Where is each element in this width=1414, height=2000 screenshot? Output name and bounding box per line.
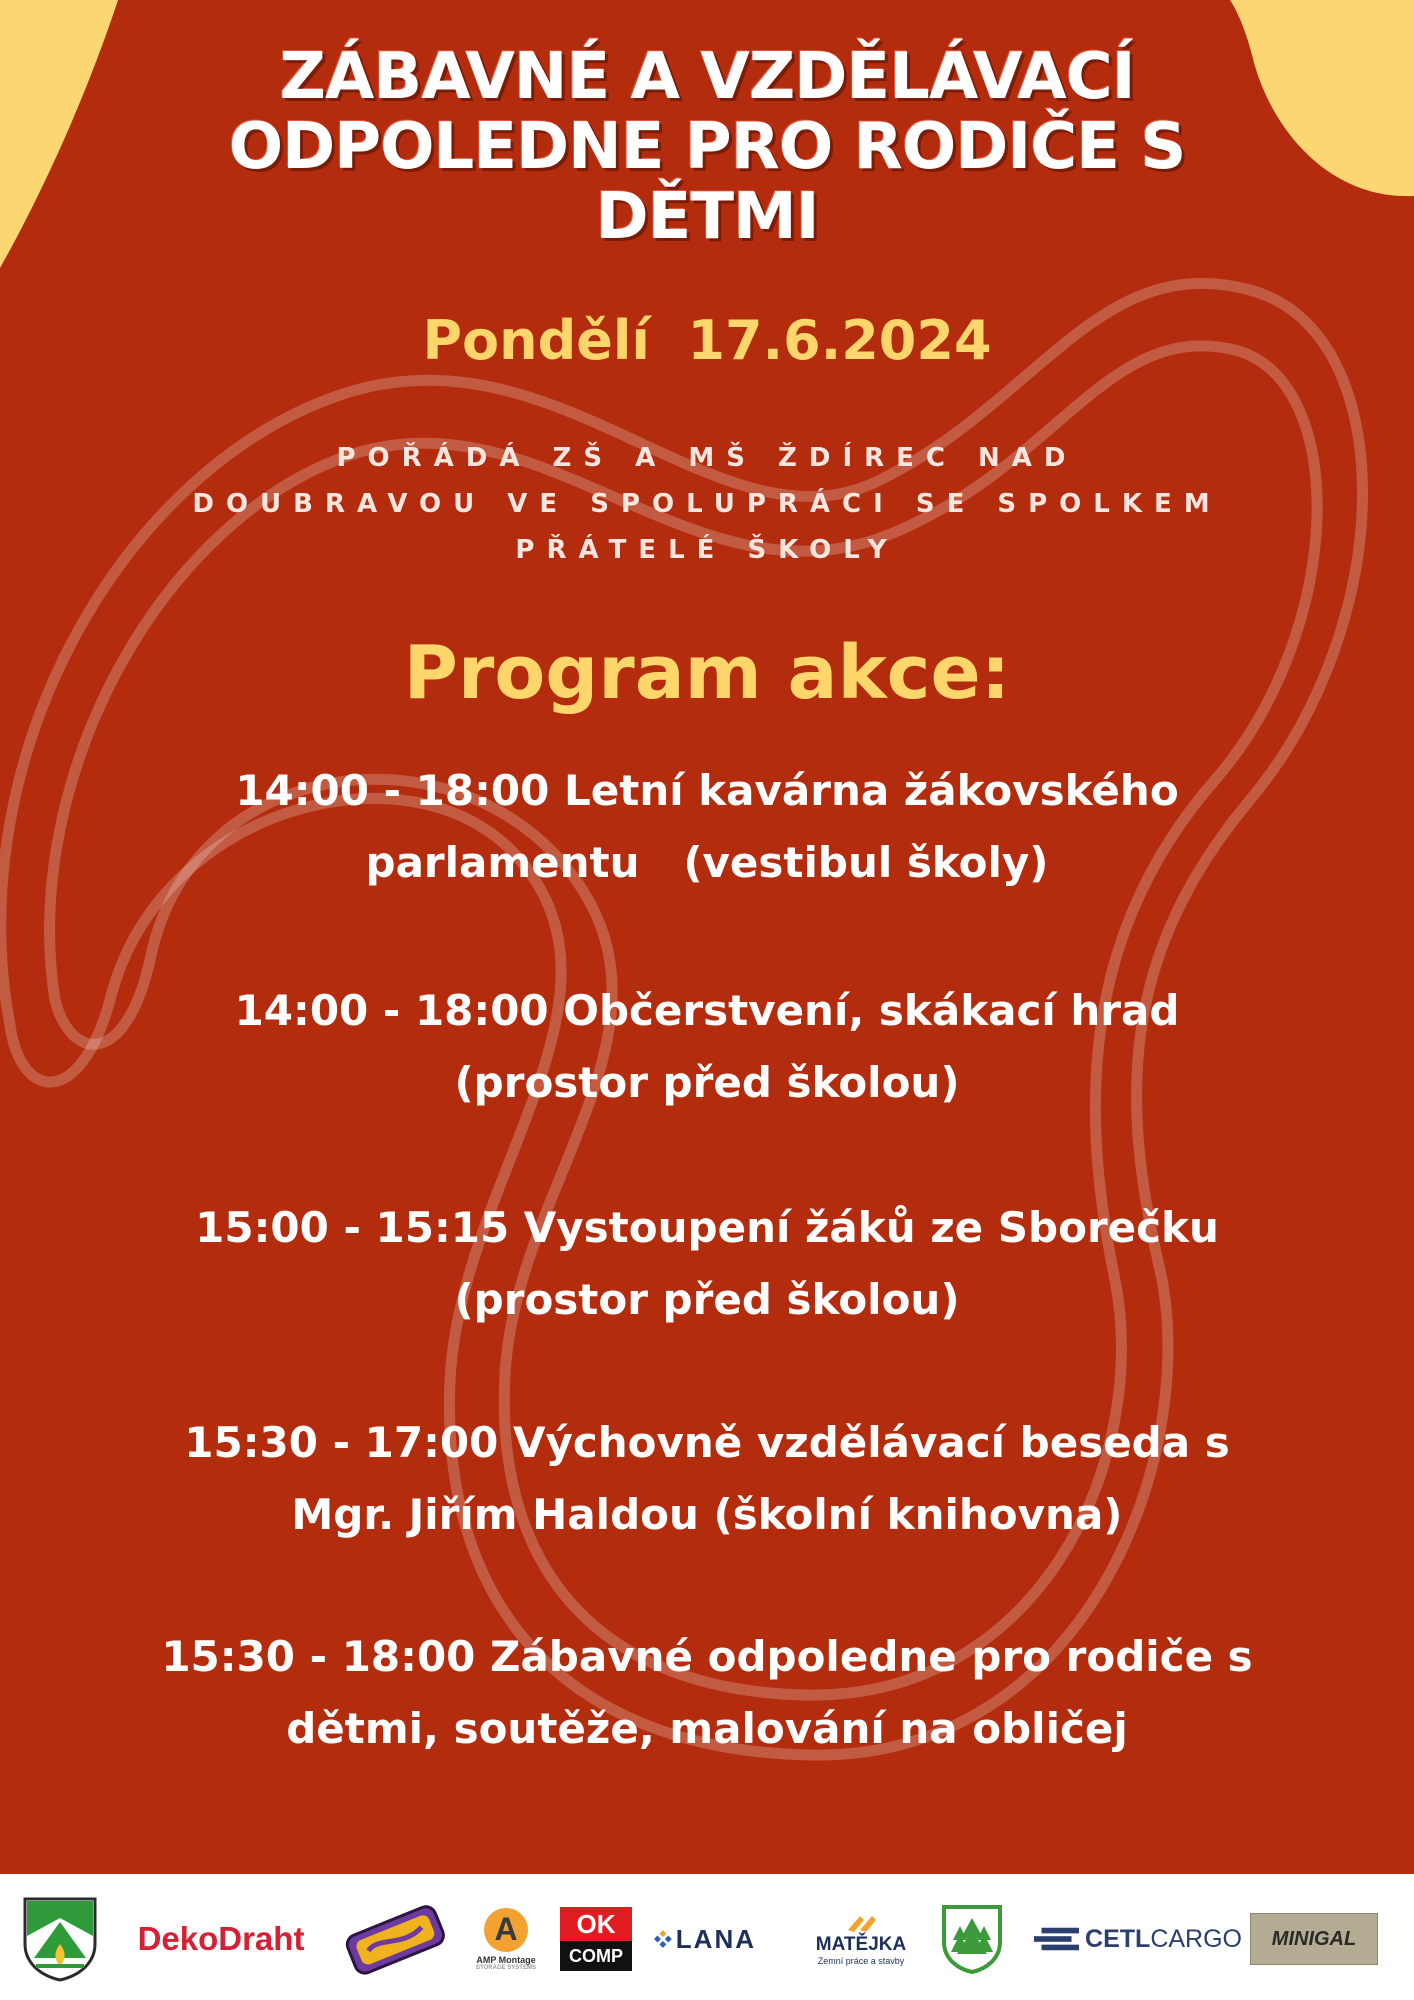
- program-item-line: Mgr. Jiřím Haldou (školní knihovna): [291, 1490, 1123, 1539]
- matejka-wordmark: MATĚJKA: [815, 1934, 907, 1955]
- cetlcargo-logo: [1034, 1896, 1242, 1982]
- amp-montage-logo: [470, 1896, 542, 1982]
- okcomp-bottom: COMP: [569, 1945, 623, 1966]
- purple-badge-logo: [340, 1896, 450, 1982]
- program-item: [0, 1407, 1414, 1551]
- okcomp-logo: [560, 1896, 632, 1982]
- program-item: [0, 975, 1414, 1119]
- title-line: ODPOLEDNE PRO RODIČE S: [228, 110, 1186, 184]
- event-title: [0, 42, 1414, 252]
- municipal-crest-logo: [22, 1896, 98, 1982]
- program-heading: Program akce:: [403, 630, 1011, 716]
- amp-letter: A: [494, 1911, 518, 1947]
- event-date: Pondělí 17.6.2024: [422, 309, 992, 372]
- program-item-line: dětmi, soutěže, malování na obličej: [286, 1704, 1128, 1753]
- cetlcargo-light: CARGO: [1150, 1924, 1242, 1953]
- dekodraht-wordmark: DekoDraht: [137, 1920, 305, 1957]
- program-item-line: 14:00 - 18:00 Občerstvení, skákací hrad: [234, 986, 1180, 1035]
- program-item-line: 15:30 - 18:00 Zábavné odpoledne pro rodiče s: [161, 1632, 1253, 1681]
- organizer-line: POŘÁDÁ ZŠ A MŠ ŽDÍREC NAD: [336, 443, 1078, 473]
- sponsor-bar: [0, 1874, 1414, 2000]
- program-item-line: parlamentu (vestibul školy): [365, 838, 1049, 887]
- tree-icon: [941, 1904, 1003, 1974]
- amp-montage-icon: [484, 1908, 528, 1952]
- organizer-line: DOUBRAVOU VE SPOLUPRÁCI SE SPOLKEM: [192, 489, 1222, 519]
- amp-montage-tagline: STORAGE SYSTEMS: [476, 1964, 536, 1971]
- title-line: ZÁBAVNÉ A VZDĚLÁVACÍ: [279, 40, 1135, 114]
- minigal-wordmark: MINIGAL: [1271, 1927, 1357, 1950]
- program-item: [0, 1192, 1414, 1336]
- program-item: [0, 1621, 1414, 1765]
- organizer-text: [0, 435, 1414, 573]
- dekodraht-logo: [116, 1896, 326, 1982]
- diamond-icon: [654, 1921, 672, 1957]
- organizer-line: PŘÁTELÉ ŠKOLY: [515, 535, 899, 565]
- program-item-line: 15:00 - 15:15 Vystoupení žáků ze Sborečku: [195, 1203, 1219, 1252]
- badge-icon: [340, 1898, 450, 1980]
- matejka-logo: [806, 1896, 916, 1982]
- arrows-icon: [844, 1912, 878, 1934]
- minigal-logo: [1250, 1896, 1378, 1982]
- shield-icon: [22, 1896, 98, 1982]
- okcomp-top: OK: [576, 1908, 616, 1939]
- program-item-line: 14:00 - 18:00 Letní kavárna žákovského: [235, 766, 1179, 815]
- program-item-line: (prostor před školou): [454, 1058, 960, 1107]
- matejka-tagline: Zemní práce a stavby: [817, 1956, 905, 1966]
- program-item-line: (prostor před školou): [454, 1275, 960, 1324]
- program-item: [0, 755, 1414, 899]
- lana-logo: [654, 1896, 756, 1982]
- title-line: DĚTMI: [595, 180, 819, 254]
- cetlcargo-bold: CETL: [1085, 1924, 1151, 1953]
- program-item-line: 15:30 - 17:00 Výchovně vzdělávací beseda s: [184, 1418, 1230, 1467]
- stripes-icon: [1034, 1925, 1079, 1953]
- lana-wordmark: LANA: [675, 1923, 756, 1954]
- forest-badge-logo: [940, 1896, 1004, 1982]
- amp-montage-name: AMP Montage: [476, 1954, 536, 1965]
